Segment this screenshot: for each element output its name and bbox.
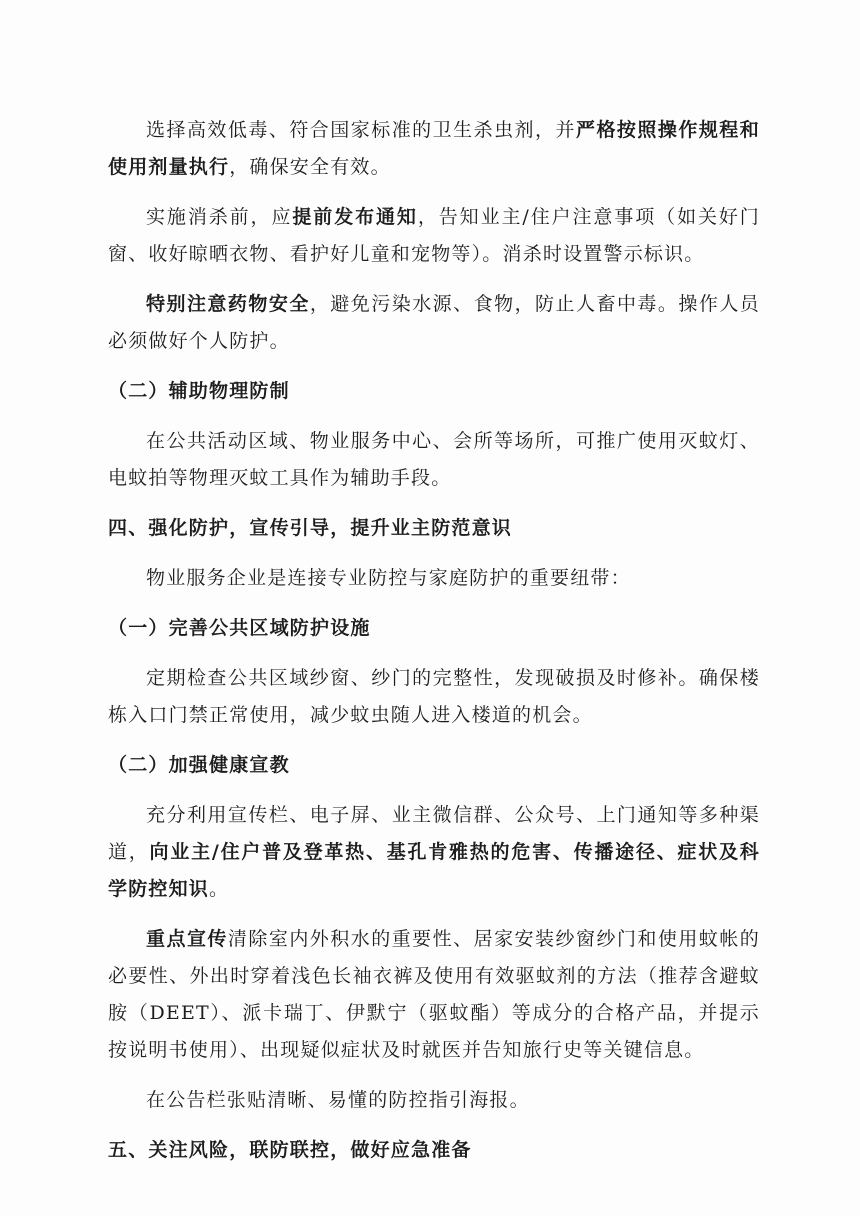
section-heading-five: 五、关注风险，联防联控，做好应急准备 <box>108 1139 472 1161</box>
subheading-health-education: （二）加强健康宣教 <box>108 754 290 776</box>
text-run: 在公告栏张贴清晰、易懂的防控指引海报。 <box>146 1089 530 1111</box>
text-run: 清除室内外积水的重要性、居家安装纱窗纱门和使用蚊帐的必要性、外出时穿着浅色长袖衣裤及使用有效驱蚊剂的方法（推荐含避蚊胺（DEET）、派卡瑞丁、伊默宁（驱蚊酯）等成分的合格产品，并提示按说明书使用）、出现疑似症状及时就医并告知旅行史等关键信息。 <box>108 928 760 1061</box>
bold-text-run: 特别注意药物安全 <box>146 293 310 315</box>
document-body <box>108 112 760 1169</box>
subheading-physical-control: （二）辅助物理防制 <box>108 380 290 402</box>
paragraph-posters <box>108 1082 760 1119</box>
bold-text-run: 重点宣传 <box>146 928 228 950</box>
text-run: 定期检查公共区域纱窗、纱门的完整性，发现破损及时修补。确保楼栋入口门禁正常使用，减少蚊虫随人进入楼道的机会。 <box>108 667 760 726</box>
paragraph-advance-notice <box>108 199 760 273</box>
paragraph-pesticide-selection <box>108 112 760 186</box>
section-heading-four: 四、强化防护，宣传引导，提升业主防范意识 <box>108 517 513 539</box>
text-run: 物业服务企业是连接专业防控与家庭防护的重要纽带： <box>146 567 631 589</box>
subheading-public-facilities: （一）完善公共区域防护设施 <box>108 617 371 639</box>
paragraph-screen-inspection <box>108 660 760 734</box>
bold-text-run: 提前发布通知 <box>292 206 418 228</box>
text-run: ，告知业主/住户注意事项（如关好门窗、收好晾晒衣物、看护好儿童和宠物等）。消杀时设置警示标识。 <box>108 206 760 265</box>
text-run: ，确保安全有效。 <box>229 156 391 178</box>
text-run: 在公共活动区域、物业服务中心、会所等场所，可推广使用灭蚊灯、电蚊拍等物理灭蚊工具作为辅助手段。 <box>108 430 760 489</box>
bold-text-run: 向业主/住户普及登革热、基孔肯雅热的危害、传播途径、症状及科学防控知识 <box>108 841 760 900</box>
bold-text-run: 严格按照操作规程和使用剂量执行 <box>108 119 760 178</box>
paragraph-key-publicity <box>108 921 760 1069</box>
text-run: ，避免污染水源、食物，防止人畜中毒。操作人员必须做好个人防护。 <box>108 293 760 352</box>
text-run: 实施消杀前，应 <box>146 206 293 228</box>
paragraph-drug-safety <box>108 286 760 360</box>
text-run: 选择高效低毒、符合国家标准的卫生杀虫剂，并 <box>146 119 576 141</box>
paragraph-property-role <box>108 560 760 597</box>
text-run: 充分利用宣传栏、电子屏、业主微信群、公众号、上门通知等多种渠道， <box>108 804 760 863</box>
paragraph-publicity-channels <box>108 797 760 908</box>
text-run: 。 <box>209 878 230 900</box>
paragraph-physical-tools <box>108 423 760 497</box>
